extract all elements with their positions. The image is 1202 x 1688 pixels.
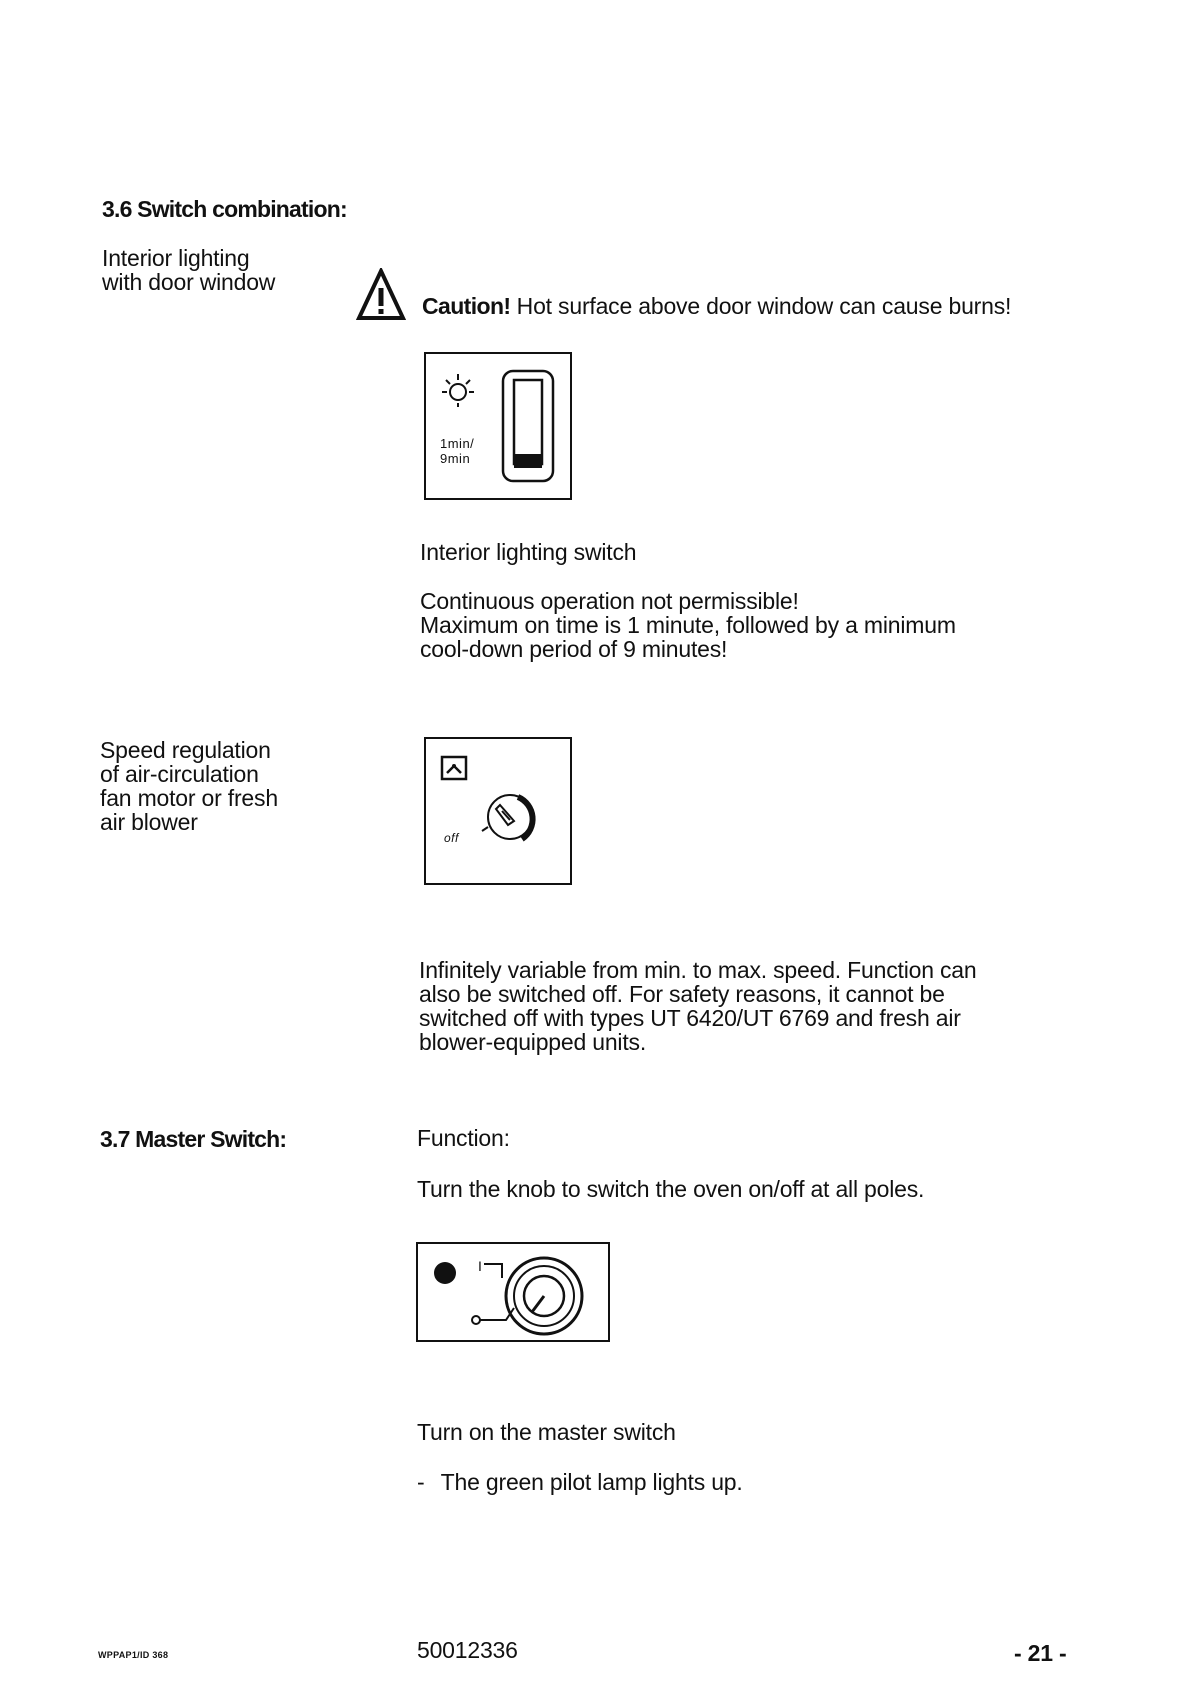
bullet-text: The green pilot lamp lights up.	[440, 1469, 743, 1495]
interior-lighting-switch-panel	[424, 352, 572, 500]
function-label: Function:	[417, 1125, 510, 1151]
interior-lighting-label	[102, 246, 275, 294]
fan-speed-panel	[424, 737, 572, 885]
fan-icon	[440, 755, 468, 781]
page-number: - 21 -	[1014, 1640, 1067, 1666]
switch-warning-line-2: Maximum on time is 1 minute, followed by a minimum	[420, 612, 956, 638]
rocker-switch[interactable]	[500, 368, 556, 484]
knob-off-label: off	[444, 831, 459, 845]
speed-desc-line-1: Infinitely variable from min. to max. speed. Function can	[419, 957, 977, 983]
interior-label-line-1: Interior lighting	[102, 245, 250, 271]
caution-line	[422, 294, 1011, 318]
speed-label-line-3: fan motor or fresh	[100, 785, 278, 811]
speed-desc-line-3: switched off with types UT 6420/UT 6769 and fresh air	[419, 1005, 961, 1031]
fan-speed-knob[interactable]	[466, 777, 546, 857]
switch-warning-line-1: Continuous operation not permissible!	[420, 588, 799, 614]
pilot-lamp-icon	[434, 1262, 456, 1284]
switch-timer-label	[440, 436, 474, 466]
document-number: 50012336	[417, 1637, 518, 1663]
speed-regulation-label	[100, 738, 278, 834]
speed-desc-line-2: also be switched off. For safety reasons, it cannot be	[419, 981, 945, 1007]
instruction-text: Turn on the master switch	[417, 1419, 676, 1445]
speed-label-line-1: Speed regulation	[100, 737, 271, 763]
light-bulb-icon	[440, 370, 476, 408]
speed-desc-line-4: blower-equipped units.	[419, 1029, 647, 1055]
master-switch-panel	[416, 1242, 610, 1342]
function-text: Turn the knob to switch the oven on/off at all poles.	[417, 1176, 925, 1202]
speed-description	[419, 958, 976, 1054]
switch-timer-line-2: 9min	[440, 451, 471, 466]
switch-timer-line-1: 1min/	[440, 436, 475, 451]
bullet-dash: -	[417, 1469, 425, 1495]
switch-caption: Interior lighting switch	[420, 539, 637, 565]
switch-warning-line-3: cool-down period of 9 minutes!	[420, 636, 728, 662]
speed-label-line-2: of air-circulation	[100, 761, 259, 787]
footer-code: WPPAP1/ID 368	[98, 1650, 169, 1660]
section-heading-3-6: 3.6 Switch combination:	[102, 196, 347, 222]
caution-text: Hot surface above door window can cause burns!	[516, 293, 1012, 319]
master-switch-knob[interactable]	[470, 1248, 600, 1338]
caution-label: Caution!	[422, 293, 511, 319]
section-heading-3-7: 3.7 Master Switch:	[100, 1126, 287, 1152]
switch-warning-block	[420, 589, 956, 661]
bullet-item	[417, 1470, 743, 1494]
speed-label-line-4: air blower	[100, 809, 198, 835]
interior-label-line-2: with door window	[102, 269, 276, 295]
warning-triangle-icon	[356, 268, 406, 322]
on-mark: I	[478, 1258, 482, 1274]
